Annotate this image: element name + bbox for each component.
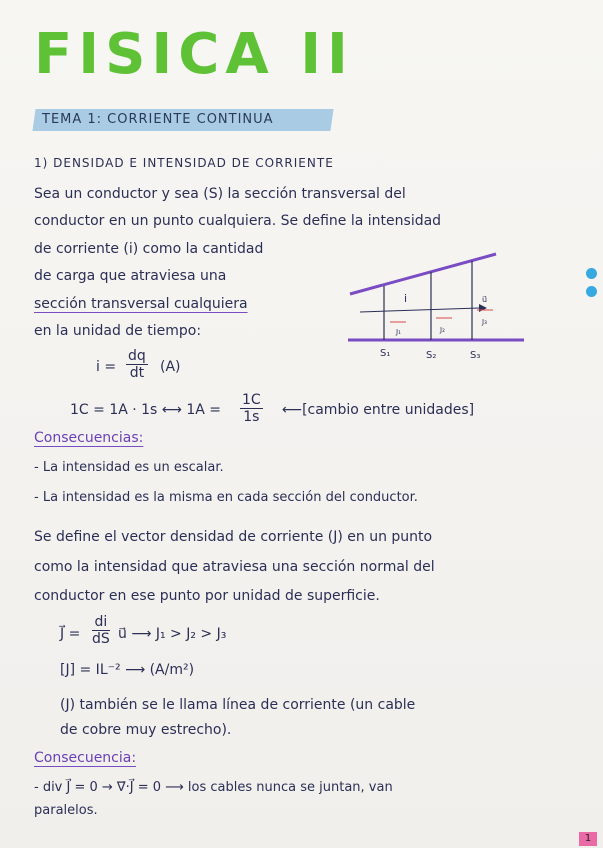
page-number-badge: 1	[579, 832, 597, 846]
formula-i-unit: (A)	[160, 359, 181, 375]
def-j-line-2: como la intensidad que atraviesa una sección normal del	[34, 559, 435, 575]
diagram-j3-label: J₃	[482, 318, 487, 326]
consecuencia-heading-2	[34, 750, 136, 766]
intro-line-4: de carga que atraviesa una	[34, 268, 227, 284]
blue-marker-top	[586, 268, 597, 279]
formula-c-num: 1C	[242, 392, 261, 408]
current-arrowhead	[479, 304, 487, 312]
intro-line-5	[34, 296, 248, 312]
page-title: FISICA II	[34, 22, 354, 87]
formula-j-num: di	[92, 614, 110, 631]
formula-c-left: 1C = 1A · 1s ⟷ 1A =	[70, 402, 221, 418]
formula-j-den: dS	[92, 631, 110, 647]
intro-line-2: conductor en un punto cualquiera. Se define la intensidad	[34, 213, 442, 229]
line-j-2: de cobre muy estrecho).	[60, 722, 232, 738]
formula-dim: [J] = IL⁻² ⟶ (A/m²)	[60, 662, 195, 678]
consecuencias-heading-1-text: Consecuencias:	[34, 430, 144, 446]
current-arrow	[360, 308, 479, 312]
diagram-s1-label: S₁	[380, 348, 391, 359]
line-j-1: (J) también se le llama línea de corriente (un cable	[60, 697, 416, 713]
intro-line-1: Sea un conductor y sea (S) la sección transversal del	[34, 186, 406, 202]
formula-c-fraction	[240, 392, 263, 425]
formula-j-rhs: u⃗ ⟶ J₁ > J₂ > J₃	[118, 626, 227, 642]
consecuencia-heading-2-text: Consecuencia:	[34, 750, 137, 766]
bullet-3-line-2: paralelos.	[34, 803, 98, 818]
bullet-2: - La intensidad es la misma en cada sección del conductor.	[34, 490, 418, 505]
topic-banner	[32, 109, 333, 131]
bullet-1: - La intensidad es un escalar.	[34, 460, 224, 475]
diagram-s2-label: S₂	[426, 350, 437, 361]
intro-line-6: en la unidad de tiempo:	[34, 323, 202, 339]
formula-i-num: dq	[128, 348, 146, 364]
formula-i-fraction	[126, 348, 148, 381]
conductor-top-edge	[350, 254, 496, 294]
def-j-line-1: Se define el vector densidad de corriente (J) en un punto	[34, 529, 433, 545]
intro-line-3: de corriente (i) como la cantidad	[34, 241, 264, 257]
formula-i-den: dt	[129, 365, 145, 381]
conductor-diagram	[344, 244, 534, 366]
consecuencias-heading-1	[34, 430, 143, 446]
def-j-line-3: conductor en ese punto por unidad de superficie.	[34, 588, 380, 604]
formula-j-fraction	[92, 614, 110, 647]
formula-i-lhs: i =	[96, 359, 117, 375]
diagram-s3-label: S₃	[470, 350, 481, 361]
diagram-j2-label: J₂	[440, 326, 445, 334]
intro-line-5-text: sección transversal cualquiera	[34, 296, 248, 312]
section-heading: 1) DENSIDAD E INTENSIDAD DE CORRIENTE	[34, 156, 334, 170]
bullet-3-line-1: - div J⃗ = 0 → ∇⃗·J⃗ = 0 ⟶ los cables nunca se juntan, van	[34, 780, 393, 795]
formula-j-lhs: J⃗ =	[60, 626, 81, 642]
blue-marker-bottom	[586, 286, 597, 297]
diagram-j1-label: J₁	[396, 328, 401, 336]
formula-c-den: 1s	[243, 409, 260, 425]
topic-label: TEMA 1: CORRIENTE CONTINUA	[42, 112, 274, 127]
diagram-u-label: u⃗	[482, 295, 488, 304]
formula-c-note: ⟵[cambio entre unidades]	[282, 402, 475, 418]
diagram-i-label: i	[404, 292, 408, 305]
